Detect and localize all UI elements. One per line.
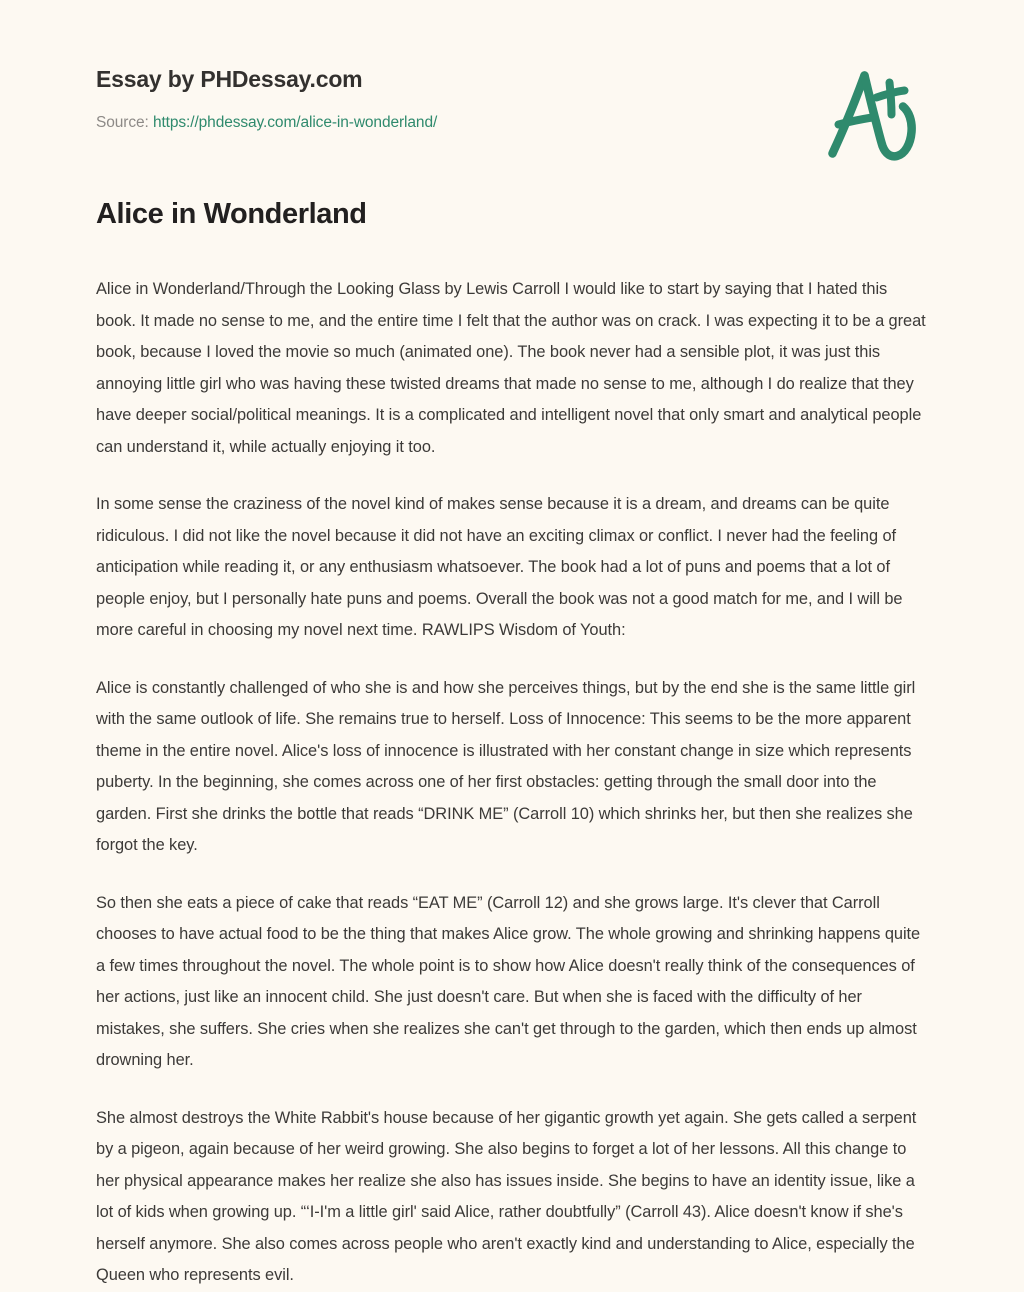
aplus-logo-icon <box>816 62 928 166</box>
essay-paragraph: In some sense the craziness of the novel kind of makes sense because it is a dream, and dreams can be quite ridiculous. I did not like the novel because it did not have an exciting climax or conflict. I never had the feeling of anticipation while reading it, or any enthusiasm whatsoever. The book had a lot of puns and poems that a lot of people enjoy, but I personally hate puns and poems. Overall the book was not a good match for me, and I will be more careful in choosing my novel next time. RAWLIPS Wisdom of Youth: <box>96 495 903 640</box>
essay-body <box>0 274 1024 1292</box>
essay-paragraph: She almost destroys the White Rabbit's house because of her gigantic growth yet again. She gets called a serpent by a pigeon, again because of her weird growing. She also begins to forget a lot of her lessons. All this change to her physical appearance makes her realize she also has issues inside. She begins to have an identity issue, like a lot of kids when growing up. “‘I-I'm a little girl' said Alice, rather doubtfully” (Carroll 43). Alice doesn't know if she's herself anymore. She also comes across people who aren't exactly kind and understanding to Alice, especially the Queen who represents evil. <box>96 1108 917 1285</box>
source-url-link[interactable]: https://phdessay.com/alice-in-wonderland/ <box>152 113 438 131</box>
brand-title: Essay by PHDessay.com <box>96 66 363 92</box>
source-label: Source: <box>96 113 149 131</box>
page-header <box>0 0 1024 196</box>
essay-paragraph: Alice in Wonderland/Through the Looking Glass by Lewis Carroll I would like to start by saying that I hated this book. It made no sense to me, and the entire time I felt that the author was on crack. I was expecting it to be a great book, because I loved the movie so much (animated one). The book never had a sensible plot, it was just this annoying little girl who was having these twisted dreams that made no sense to me, although I do realize that they have deeper social/political meanings. It is a complicated and intelligent novel that only smart and analytical people can understand it, while actually enjoying it too. <box>96 280 926 456</box>
source-line <box>96 113 928 133</box>
aplus-logo-glyph <box>816 62 928 166</box>
essay-paragraph: So then she eats a piece of cake that reads “EAT ME” (Carroll 12) and she grows large. It's clever that Carroll chooses to have actual food to be the thing that makes Alice grow. The whole growing and shrinking happens quite a few times throughout the novel. The whole point is to show how Alice doesn't really think of the consequences of her actions, just like an innocent child. She just doesn't care. But when she is faced with the difficulty of her mistakes, she suffers. She cries when she realizes she can't get through to the garden, which then ends up almost drowning her. <box>96 893 921 1070</box>
essay-paragraph: Alice is constantly challenged of who she is and how she perceives things, but by the end she is the same little girl with the same outlook of life. She remains true to herself. Loss of Innocence: This seems to be the more apparent theme in the entire novel. Alice's loss of innocence is illustrated with her constant change in size which represents puberty. In the beginning, she comes across one of her first obstacles: getting through the small door into the garden. First she drinks the bottle that reads “DRINK ME” (Carroll 10) which shrinks her, but then she realizes she forgot the key. <box>96 678 916 855</box>
page-title: Alice in Wonderland <box>96 198 367 230</box>
